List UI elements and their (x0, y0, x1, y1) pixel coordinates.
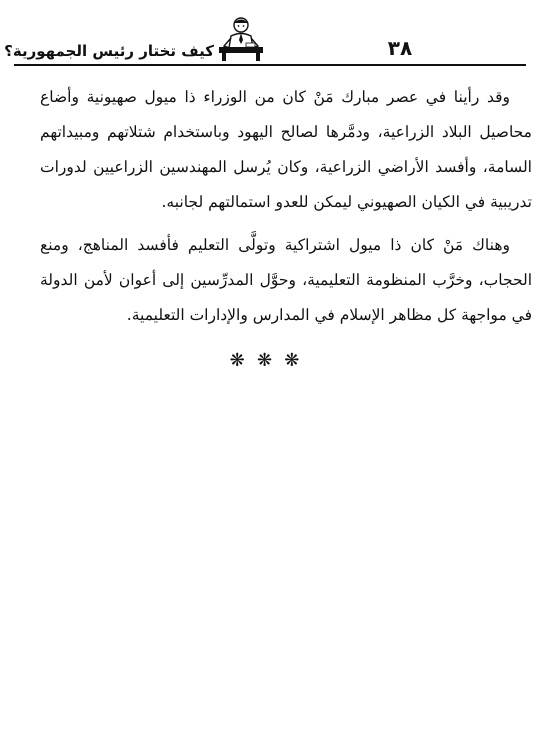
page-number: ٣٨ (387, 36, 413, 60)
paragraph-1: وقد رأينا في عصر مبارك مَنْ كان من الوزراء ذا ميول صهيونية وأضاع محاصيل البلاد الزراعية، ودمَّرها لصالح اليهود وباستخدام شتلاتهم ومبيداتهم السامة، وأفسد الأراضي الزراعية، وكان يُرسل المهندسين الزراعيين لدورات تدريبية في الكيان الصهيوني ليمكن للعدو استمالتهم لجانبه. (40, 88, 532, 211)
page-header (0, 0, 555, 70)
running-title: كيف تختار رئيس الجمهورية؟ (4, 42, 214, 60)
section-separator: ❋ ❋ ❋ (229, 350, 303, 371)
paragraph-2: وهناك مَنْ كان ذا ميول اشتراكية وتولَّى التعليم فأفسد المناهج، ومنع الحجاب، وخرَّب المنظومة التعليمية، وحوَّل المدرِّسين إلى أعوان لأمن الدولة في مواجهة كل مظاهر الإسلام في المدارس والإدارات التعليمية. (40, 236, 532, 324)
header-rule (14, 64, 526, 66)
man-at-desk-illustration (216, 14, 266, 62)
body-text (40, 80, 532, 378)
